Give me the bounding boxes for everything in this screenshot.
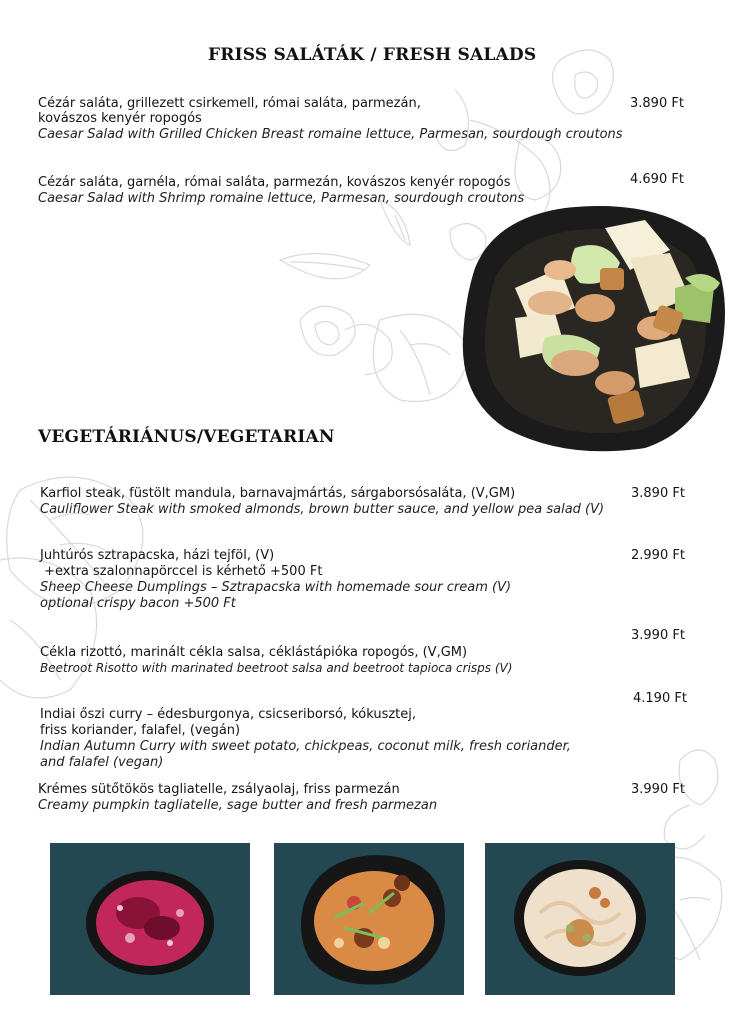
item-name-en: Indian Autumn Curry with sweet potato, chickpeas, coconut milk, fresh coriander,: [40, 739, 571, 754]
item-name-hu: +extra szalonnapörccel is kérhető +500 Ft: [40, 564, 323, 579]
item-name-en: Caesar Salad with Grilled Chicken Breast romaine lettuce, Parmesan, sourdough croutons: [38, 127, 623, 142]
item-name-hu: kovászos kenyér ropogós: [38, 111, 202, 126]
item-name-en: Caesar Salad with Shrimp romaine lettuce, Parmesan, sourdough croutons: [38, 191, 525, 206]
item-name-en: and falafel (vegan): [40, 755, 164, 770]
indian-curry-photo: [274, 843, 464, 995]
item-name-hu: Cézár saláta, garnéla, római saláta, parmezán, kovászos kenyér ropogós: [38, 175, 511, 190]
item-name-hu: Indiai őszi curry – édesburgonya, csicseriborsó, kókusztej,: [40, 707, 417, 722]
item-price: 4.190 Ft: [633, 691, 687, 706]
item-name-en: optional crispy bacon +500 Ft: [40, 596, 236, 611]
section-title-salads: FRISS SALÁTÁK / FRESH SALADS: [208, 45, 537, 65]
item-name-hu: friss koriander, falafel, (vegán): [40, 723, 241, 738]
item-price: 4.690 Ft: [630, 172, 684, 187]
item-price: 2.990 Ft: [631, 548, 685, 563]
section-title-vegetarian: VEGETÁRIÁNUS/VEGETARIAN: [38, 427, 335, 447]
item-name-hu: Krémes sütőtökös tagliatelle, zsályaolaj, friss parmezán: [38, 782, 400, 797]
caesar-salad-photo: [455, 198, 730, 456]
item-name-en: Sheep Cheese Dumplings – Sztrapacska with homemade sour cream (V): [40, 580, 512, 595]
item-price: 3.890 Ft: [631, 486, 685, 501]
item-name-hu: Karfiol steak, füstölt mandula, barnavajmártás, sárgaborsósaláta, (V,GM): [40, 486, 516, 501]
item-price: 3.990 Ft: [631, 628, 685, 643]
item-name-en: Cauliflower Steak with smoked almonds, brown butter sauce, and yellow pea salad (V): [40, 502, 605, 517]
pumpkin-tagliatelle-photo: [485, 843, 675, 995]
item-price: 3.990 Ft: [631, 782, 685, 797]
item-name-hu: Juhtúrós sztrapacska, házi tejföl, (V): [40, 548, 275, 563]
item-price: 3.890 Ft: [630, 96, 684, 111]
item-name-hu: Cékla rizottó, marinált cékla salsa, céklástápióka ropogós, (V,GM): [40, 645, 468, 660]
beetroot-risotto-photo: [50, 843, 250, 995]
item-name-hu: Cézár saláta, grillezett csirkemell, római saláta, parmezán,: [38, 96, 421, 111]
item-name-en: Beetroot Risotto with marinated beetroot salsa and beetroot tapioca crisps (V): [40, 661, 513, 675]
item-name-en: Creamy pumpkin tagliatelle, sage butter and fresh parmezan: [38, 798, 438, 813]
